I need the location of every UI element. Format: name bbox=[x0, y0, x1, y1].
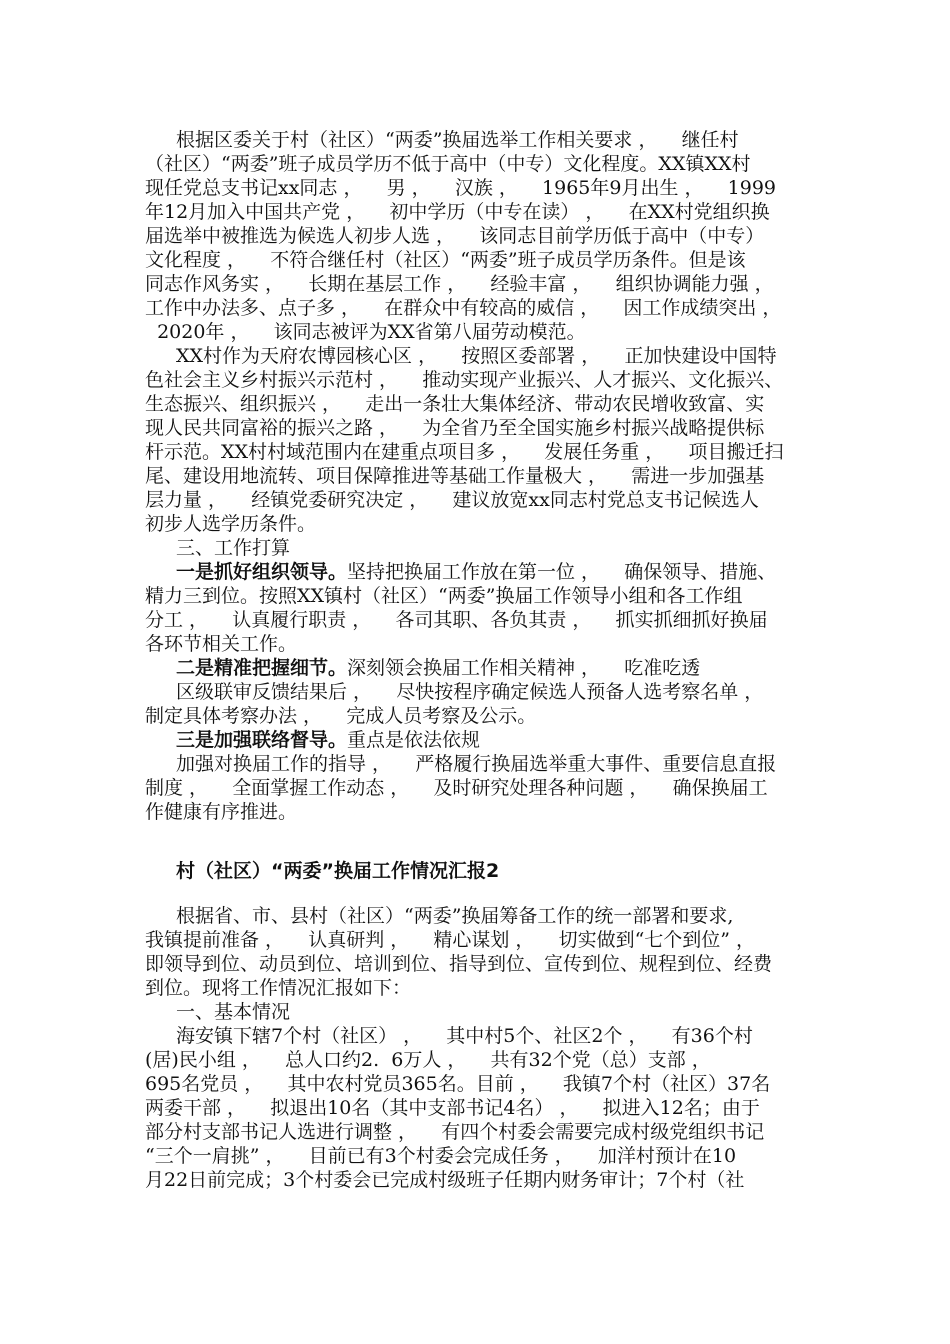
paragraph-line: 区级联审反馈结果后 ， 尽快按程序确定候选人预备人选考察名单 ， bbox=[176, 681, 764, 703]
paragraph-line: 分工 ， 认真履行职责 ， 各司其职、各负其责 ， 抓实抓细抓好换届 bbox=[145, 609, 768, 631]
paragraph-line: 作健康有序推进。 bbox=[145, 801, 298, 823]
paragraph-line: 我镇提前准备 ， 认真研判 ， 精心谋划 ， 切实做到“七个到位” ， bbox=[145, 929, 756, 951]
paragraph-line: 杆示范。XX村村域范围内在建重点项目多 ， 发展任务重 ， 项目搬迁扫 bbox=[145, 441, 784, 463]
item-three-text: 重点是依法依规 bbox=[347, 729, 481, 751]
paragraph-line: 到位。现将工作情况汇报如下： bbox=[145, 977, 412, 999]
item-three-title: 三是加强联络督导。 bbox=[176, 729, 348, 751]
paragraph-line: 精力三到位。按照XX镇村（社区）“两委”换届工作领导小组和各工作组 bbox=[145, 585, 743, 607]
paragraph-line: 加强对换届工作的指导 ， 严格履行换届选举重大事件、重要信息直报 bbox=[176, 753, 777, 775]
paragraph-line: (居)民小组 ， 总人口约2. 6万人 ， 共有32个党（总）支部 ， bbox=[145, 1049, 711, 1071]
item-two-title: 二是精准把握细节。 bbox=[176, 657, 348, 679]
section-heading: 村（社区）“两委”换届工作情况汇报2 bbox=[176, 860, 500, 882]
paragraph-line: 现人民共同富裕的振兴之路 ， 为全省乃至全国实施乡村振兴战略提供标 bbox=[145, 417, 765, 439]
item-one-title: 一是抓好组织领导。 bbox=[176, 561, 348, 583]
paragraph-line: 695名党员 ， 其中农村党员365名。目前 ， 我镇7个村（社区）37名 bbox=[145, 1073, 771, 1095]
paragraph-line: 届选举中被推选为候选人初步人选 ， 该同志目前学历低于高中（中专） bbox=[145, 225, 765, 247]
item-two-text: 深刻领会换届工作相关精神 ， 吃准吃透 bbox=[347, 657, 701, 679]
paragraph-line: 工作中办法多、点子多 ， 在群众中有较高的威信 ， 因工作成绩突出 ， bbox=[145, 297, 782, 319]
paragraph-line: 海安镇下辖7个村（社区） ， 其中村5个、社区2个 ， 有36个村 bbox=[176, 1025, 753, 1047]
paragraph-line: “三个一肩挑” ， 目前已有3个村委会完成任务 ， 加洋村预计在10 bbox=[145, 1145, 737, 1167]
item-one-text: 坚持把换届工作放在第一位 ， 确保领导、措施、 bbox=[347, 561, 777, 583]
paragraph-line: 各环节相关工作。 bbox=[145, 633, 298, 655]
paragraph-line: 初步人选学历条件。 bbox=[145, 513, 317, 535]
paragraph-line: 色社会主义乡村振兴示范村 ， 推动实现产业振兴、人才振兴、文化振兴、 bbox=[145, 369, 784, 391]
paragraph-line: 年12月加入中国共产党 ， 初中学历（中专在读） ， 在XX村党组织换 bbox=[145, 201, 770, 223]
paragraph-line: 生态振兴、组织振兴 ， 走出一条壮大集体经济、带动农民增收致富、实 bbox=[145, 393, 765, 415]
paragraph-line: 部分村支部书记人选进行调整 ， 有四个村委会需要完成村级党组织书记 bbox=[145, 1121, 765, 1143]
paragraph-line: 文化程度 ， 不符合继任村（社区）“两委”班子成员学历条件。但是该 bbox=[145, 249, 746, 271]
paragraph-line: XX村作为天府农博园核心区 ， 按照区委部署 ， 正加快建设中国特 bbox=[176, 345, 777, 367]
paragraph-line: 层力量 ， 经镇党委研究决定 ， 建议放宽xx同志村党总支书记候选人 bbox=[145, 489, 759, 511]
paragraph-line: 即领导到位、动员到位、培训到位、指导到位、宣传到位、规程到位、经费 bbox=[145, 953, 773, 975]
paragraph-line: （社区）“两委”班子成员学历不低于高中（中专）文化程度。XX镇XX村 bbox=[145, 153, 751, 175]
paragraph-line: 根据省、市、县村（社区）“两委”换届筹备工作的统一部署和要求, bbox=[176, 905, 734, 927]
paragraph-line: 月22日前完成；3个村委会已完成村级班子任期内财务审计；7个村（社 bbox=[145, 1169, 745, 1191]
paragraph-line: 同志作风务实 ， 长期在基层工作 ， 经验丰富 ， 组织协调能力强 ， bbox=[145, 273, 774, 295]
item-three-line bbox=[176, 728, 480, 752]
paragraph-line: 制度 ， 全面掌握工作动态 ， 及时研究处理各种问题 ， 确保换届工 bbox=[145, 777, 768, 799]
paragraph-line: 现任党总支书记xx同志 ， 男 ， 汉族 ， 1965年9月出生 ， 1999 bbox=[145, 177, 777, 199]
paragraph-line: 2020年 ， 该同志被评为XX省第八届劳动模范。 bbox=[145, 321, 586, 343]
section-subheading: 一、基本情况 bbox=[176, 1001, 291, 1023]
item-one-line bbox=[176, 560, 776, 584]
paragraph-line: 尾、建设用地流转、项目保障推进等基础工作量极大 ， 需进一步加强基 bbox=[145, 465, 765, 487]
paragraph-line: 两委干部 ， 拟退出10名（其中支部书记4名） ， 拟进入12名；由于 bbox=[145, 1097, 760, 1119]
paragraph-line: 制定具体考察办法 ， 完成人员考察及公示。 bbox=[145, 705, 537, 727]
section-subheading: 三、工作打算 bbox=[176, 537, 291, 559]
item-two-line bbox=[176, 656, 700, 680]
paragraph-line: 根据区委关于村（社区）“两委”换届选举工作相关要求 ， 继任村 bbox=[176, 129, 739, 151]
